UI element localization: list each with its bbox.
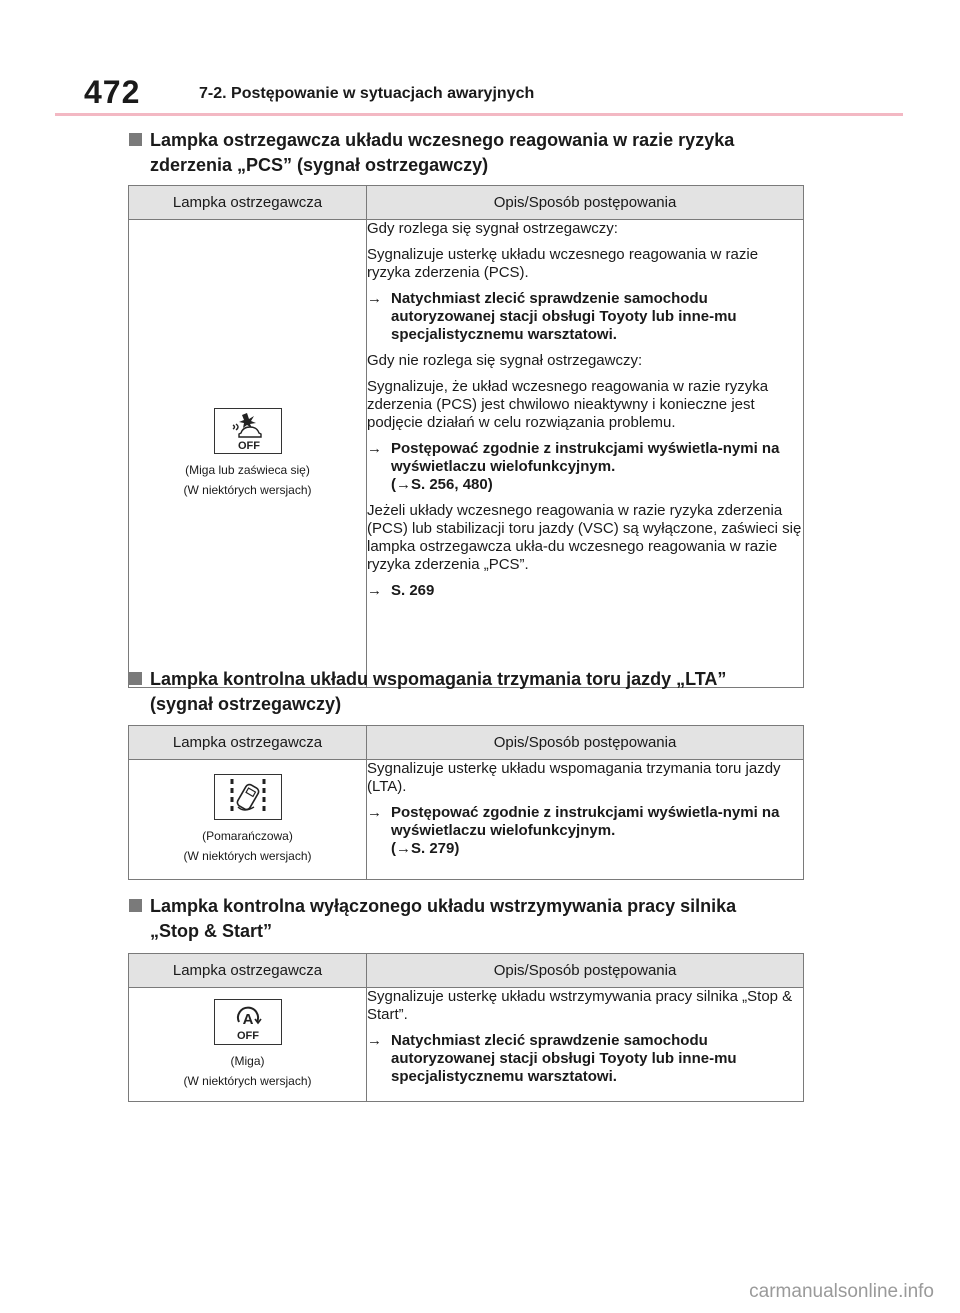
description-cell xyxy=(367,760,804,880)
lamp-note: (Miga) xyxy=(230,1053,265,1068)
pcs-off-icon xyxy=(214,408,282,454)
lamp-note: (W niektórych wersjach) xyxy=(183,482,312,497)
heading-text: Lampka ostrzegawcza układu wczesnego reagowania w razie ryzyka xyxy=(150,130,735,150)
heading-text-line2: (sygnał ostrzegawczy) xyxy=(150,694,342,714)
pcs-warning-table xyxy=(128,185,804,688)
description-text: Gdy rozlega się sygnał ostrzegawczy: xyxy=(367,220,618,237)
column-header-description: Opis/Sposób postępowania xyxy=(367,186,804,220)
section-heading-pcs xyxy=(129,128,829,178)
bullet-square xyxy=(129,672,142,685)
lamp-cell xyxy=(129,988,367,1102)
action-label: Natychmiast zlecić sprawdzenie samochodu autoryzowanej stacji obsługi Toyoty lub inne-mu specjalistycznemu warsztatowi. xyxy=(391,290,737,343)
page-reference-link[interactable]: S. 256, 480 xyxy=(411,476,488,493)
action-text: → Postępować zgodnie z instrukcjami wyświetla-nymi na wyświetlaczu wielofunkcyjnym. (→S. 279) xyxy=(367,804,780,857)
lamp-note: (W niektórych wersjach) xyxy=(183,848,312,863)
lamp-note: (Pomarańczowa) xyxy=(202,828,293,843)
action-text xyxy=(367,582,803,600)
heading-text: Lampka kontrolna wyłączonego układu wstrzymywania pracy silnika xyxy=(150,896,737,916)
heading-text: Lampka kontrolna układu wspomagania trzymania toru jazdy „LTA” xyxy=(150,669,727,689)
action-text: → Postępować zgodnie z instrukcjami wyświetla-nymi na wyświetlaczu wielofunkcyjnym. (→S. 256, 480) xyxy=(367,440,780,493)
column-header-description: Opis/Sposób postępowania xyxy=(367,726,804,760)
arrow-icon: → xyxy=(367,804,382,821)
section-heading-lta xyxy=(129,667,829,717)
chapter-title: 7-2. Postępowanie w sytuacjach awaryjnych xyxy=(199,85,535,102)
arrow-icon: → xyxy=(367,440,382,457)
description-text: Sygnalizuje usterkę układu wstrzymywania pracy silnika „Stop & Start”. xyxy=(367,988,793,1023)
description-text: Sygnalizuje usterkę układu wspomagania trzymania toru jazdy (LTA). xyxy=(367,760,781,795)
lta-warning-table xyxy=(128,725,804,880)
action-label: Postępować zgodnie z instrukcjami wyświetla-nymi na wyświetlaczu wielofunkcyjnym. xyxy=(391,440,780,475)
description-cell xyxy=(367,988,804,1102)
svg-text:A: A xyxy=(242,1010,253,1028)
arrow-icon: → xyxy=(367,290,382,307)
heading-text-line2: „Stop & Start” xyxy=(150,921,273,941)
stop-start-warning-table xyxy=(128,953,804,1102)
heading-text-line2: zderzenia „PCS” (sygnał ostrzegawczy) xyxy=(150,155,489,175)
arrow-icon: → xyxy=(396,476,411,493)
icon-off-label: OFF xyxy=(237,439,260,451)
arrow-icon: → xyxy=(396,840,411,857)
lamp-note: (W niektórych wersjach) xyxy=(183,1073,312,1088)
bullet-square xyxy=(129,899,142,912)
bullet-square xyxy=(129,133,142,146)
column-header-lamp: Lampka ostrzegawcza xyxy=(129,726,367,760)
description-text: Sygnalizuje, że układ wczesnego reagowania w razie ryzyka zderzenia (PCS) jest chwilowo nieaktywny i konieczne jest podjęcie działań w celu rozwiązania problemu. xyxy=(367,378,769,431)
description-text: Jeżeli układy wczesnego reagowania w razie ryzyka zderzenia (PCS) lub stabilizacji toru jazdy (VSC) są wyłączone, zaświeci się lampka ostrzegawcza ukła-du wczesnego reagowania w razie ryzyka zderzenia „PCS”. xyxy=(367,502,802,573)
column-header-lamp: Lampka ostrzegawcza xyxy=(129,954,367,988)
column-header-lamp: Lampka ostrzegawcza xyxy=(129,186,367,220)
column-header-description: Opis/Sposób postępowania xyxy=(367,954,804,988)
section-heading-stop-start xyxy=(129,894,829,944)
icon-off-label: OFF xyxy=(236,1029,259,1042)
description-text: Gdy nie rozlega się sygnał ostrzegawczy: xyxy=(367,352,643,369)
action-label: Natychmiast zlecić sprawdzenie samochodu autoryzowanej stacji obsługi Toyoty lub inne-mu specjalistycznemu warsztatowi. xyxy=(391,1032,737,1085)
action-label: Postępować zgodnie z instrukcjami wyświetla-nymi na wyświetlaczu wielofunkcyjnym. xyxy=(391,804,780,839)
description-text: Sygnalizuje usterkę układu wczesnego reagowania w razie ryzyka zderzenia (PCS). xyxy=(367,246,759,281)
description-cell xyxy=(367,220,804,688)
page-reference-link[interactable]: S. 269 xyxy=(391,582,435,599)
watermark: carmanualsonline.info xyxy=(749,1281,934,1302)
lamp-note: (Miga lub zaświeca się) xyxy=(185,462,310,477)
lane-tracing-icon xyxy=(214,774,282,820)
page-reference-link[interactable]: S. 279 xyxy=(411,840,455,857)
arrow-icon: → xyxy=(367,1032,382,1049)
stop-start-off-icon xyxy=(214,999,282,1045)
lamp-cell xyxy=(129,760,367,880)
header-rule xyxy=(55,113,903,116)
page-number: 472 xyxy=(84,74,141,110)
lamp-cell xyxy=(129,220,367,688)
arrow-icon: → xyxy=(367,582,382,599)
action-text xyxy=(367,290,803,344)
action-text xyxy=(367,1032,803,1086)
